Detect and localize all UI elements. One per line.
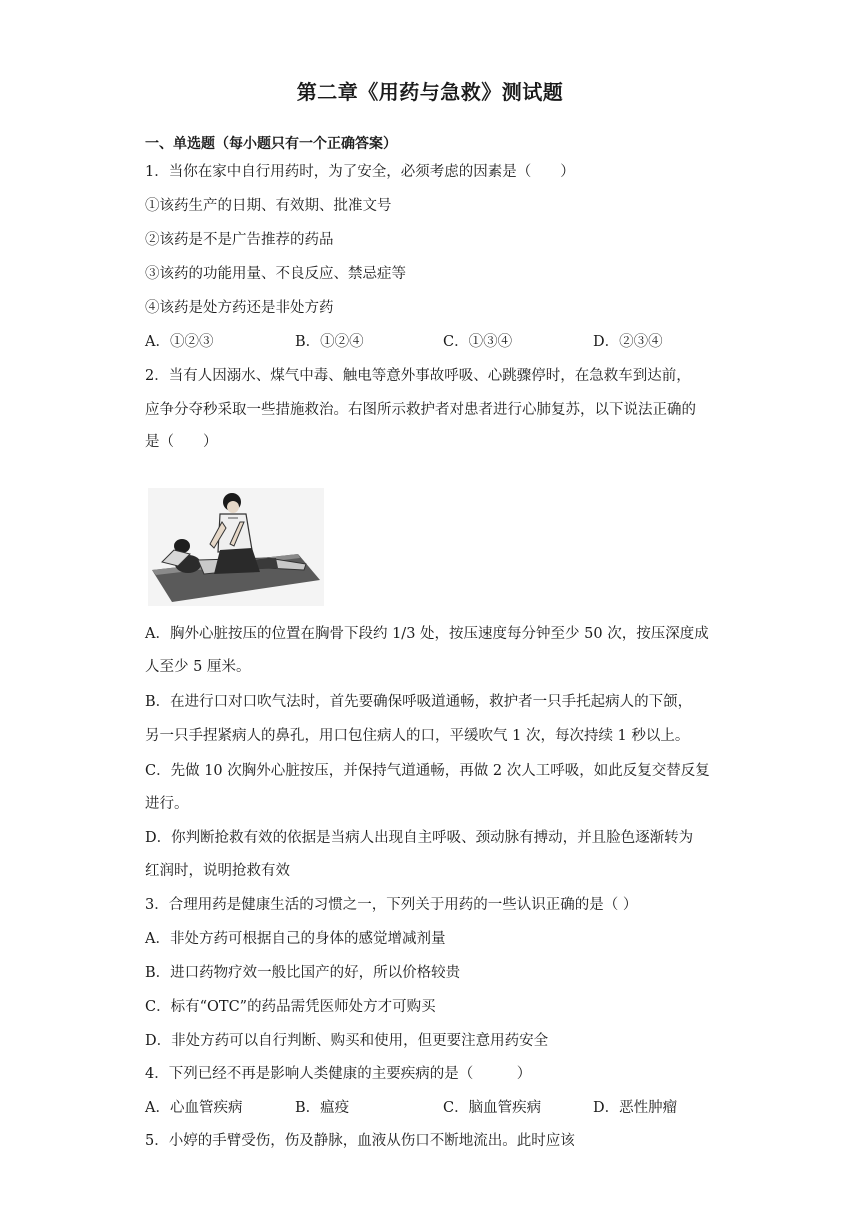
q5-stem: 5．小婷的手臂受伤，伤及静脉，血液从伤口不断地流出。此时应该 bbox=[145, 1133, 575, 1149]
q3-option-b: B．进口药物疗效一般比国产的好，所以价格较贵 bbox=[145, 965, 461, 981]
q1-item: ④该药是处方药还是非处方药 bbox=[145, 300, 334, 316]
q2-stem-line: 2．当有人因溺水、煤气中毒、触电等意外事故呼吸、心跳骤停时，在急救车到达前， bbox=[145, 368, 691, 384]
page-title: 第二章《用药与急救》测试题 bbox=[296, 80, 564, 104]
q2-option-line: B．在进行口对口吹气法时，首先要确保呼吸道通畅，救护者一只手托起病人的下颌， bbox=[145, 694, 693, 710]
section-heading: 一、单选题（每小题只有一个正确答案） bbox=[145, 136, 397, 152]
q1-item: ③该药的功能用量、不良反应、禁忌症等 bbox=[145, 266, 406, 282]
q4-option-d: D．恶性肿瘤 bbox=[593, 1100, 678, 1116]
q3-option-a: A．非处方药可根据自己的身体的感觉增减剂量 bbox=[145, 931, 446, 947]
q3-option-d: D．非处方药可以自行判断、购买和使用，但更要注意用药安全 bbox=[145, 1033, 549, 1049]
q2-option-line: 进行。 bbox=[145, 796, 189, 812]
q2-option-line: D．你判断抢救有效的依据是当病人出现自主呼吸、颈动脉有搏动，并且脸色逐渐转为 bbox=[145, 830, 694, 846]
q2-stem-line: 应争分夺秒采取一些措施救治。右图所示救护者对患者进行心肺复苏，以下说法正确的 bbox=[145, 402, 696, 418]
q3-option-c: C．标有“OTC”的药品需凭医师处方才可购买 bbox=[145, 999, 436, 1015]
q1-option-c: C．①③④ bbox=[443, 334, 513, 350]
q2-option-line: 人至少 5 厘米。 bbox=[145, 659, 251, 675]
q2-option-line: C．先做 10 次胸外心脏按压，并保持气道通畅，再做 2 次人工呼吸，如此反复交替反复 bbox=[145, 763, 710, 779]
q2-option-line: 另一只手捏紧病人的鼻孔，用口包住病人的口，平缓吹气 1 次，每次持续 1 秒以上。 bbox=[145, 728, 690, 744]
q4-stem: 4．下列已经不再是影响人类健康的主要疾病的是（ ） bbox=[145, 1066, 532, 1082]
q4-option-c: C．脑血管疾病 bbox=[443, 1100, 542, 1116]
q4-option-a: A．心血管疾病 bbox=[145, 1100, 243, 1116]
q1-item: ②该药是不是广告推荐的药品 bbox=[145, 232, 334, 248]
q3-stem: 3．合理用药是健康生活的习惯之一，下列关于用药的一些认识正确的是（ ） bbox=[145, 897, 638, 913]
q2-stem-line: 是（ ） bbox=[145, 434, 218, 450]
q1-stem: 1．当你在家中自行用药时，为了安全，必须考虑的因素是（ ） bbox=[145, 164, 575, 180]
q2-option-line: A．胸外心脏按压的位置在胸骨下段约 1/3 处，按压速度每分钟至少 50 次，按压深度成 bbox=[145, 626, 709, 642]
q4-option-b: B．瘟疫 bbox=[295, 1100, 350, 1116]
q2-option-line: 红润时，说明抢救有效 bbox=[145, 863, 290, 879]
q1-item: ①该药生产的日期、有效期、批准文号 bbox=[145, 198, 392, 214]
cpr-illustration-icon bbox=[148, 488, 324, 606]
q1-option-d: D．②③④ bbox=[593, 334, 663, 350]
q1-option-b: B．①②④ bbox=[295, 334, 364, 350]
q1-option-a: A．①②③ bbox=[145, 334, 214, 350]
